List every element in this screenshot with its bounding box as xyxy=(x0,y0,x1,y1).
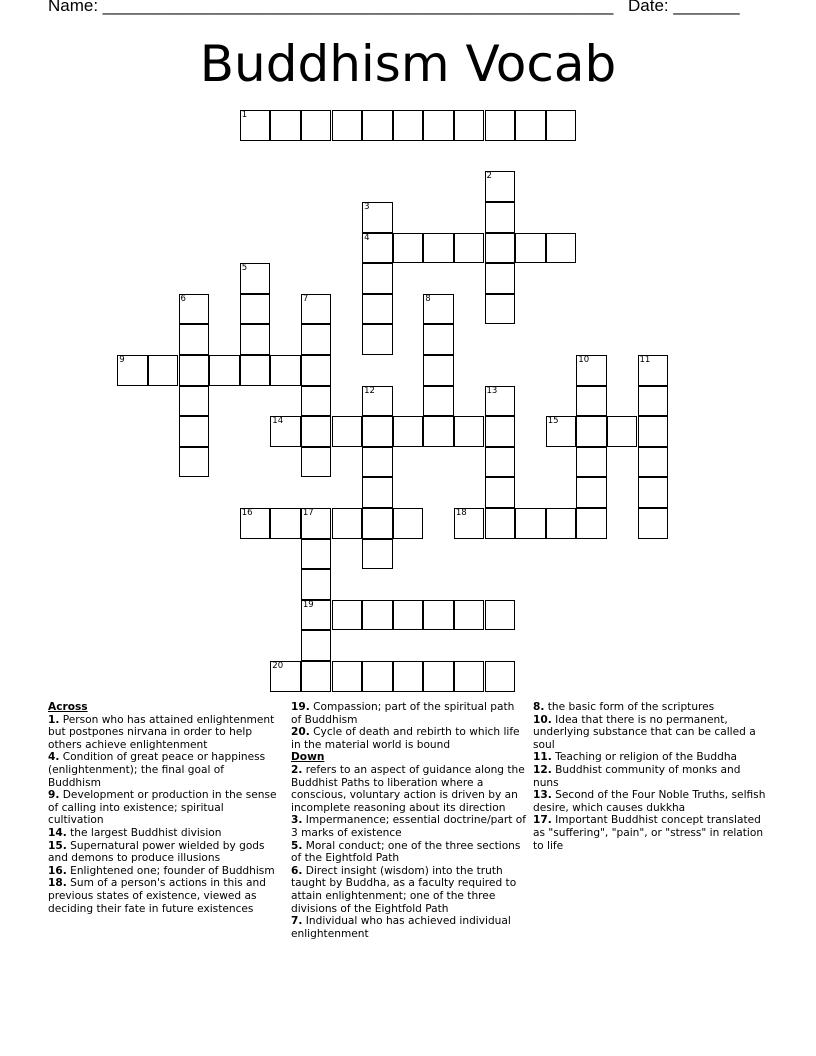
grid-cell[interactable] xyxy=(485,447,516,478)
grid-cell[interactable] xyxy=(301,661,332,692)
grid-cell[interactable] xyxy=(576,355,607,386)
clue-number: 16 xyxy=(241,508,253,518)
grid-cell[interactable] xyxy=(270,661,301,692)
clue-item xyxy=(291,701,526,726)
grid-cell[interactable] xyxy=(423,416,454,447)
clue-item xyxy=(48,751,280,789)
grid-cell[interactable] xyxy=(332,600,363,631)
grid-cell[interactable] xyxy=(362,416,393,447)
clue-number: 14 xyxy=(272,416,284,427)
clue-number: 17 xyxy=(302,508,314,518)
grid-cell[interactable] xyxy=(117,355,148,386)
grid-cell[interactable] xyxy=(485,294,516,325)
clue-number: 11 xyxy=(639,355,651,365)
grid-cell[interactable] xyxy=(240,508,271,539)
clue-item-text: Person who has attained enlightenment but postpones nirvana in order to help others achieve enlightenment xyxy=(48,713,275,751)
grid-cell[interactable] xyxy=(301,294,332,325)
clue-item-number: 19. xyxy=(291,701,310,713)
grid-cell[interactable] xyxy=(179,416,210,447)
grid-cell[interactable] xyxy=(485,477,516,508)
grid-cell[interactable] xyxy=(423,110,454,141)
clue-number: 20 xyxy=(272,661,284,671)
grid-cell[interactable] xyxy=(240,263,271,294)
grid-cell[interactable] xyxy=(546,416,577,447)
grid-cell[interactable] xyxy=(362,263,393,294)
grid-cell[interactable] xyxy=(362,477,393,508)
grid-cell[interactable] xyxy=(301,630,332,661)
name-field[interactable]: Name: ______________________________________________________ xyxy=(48,0,614,15)
grid-cell[interactable] xyxy=(332,661,363,692)
grid-cell[interactable] xyxy=(362,324,393,355)
grid-cell[interactable] xyxy=(393,416,424,447)
clue-item xyxy=(48,877,280,915)
grid-cell[interactable] xyxy=(301,508,332,539)
grid-cell[interactable] xyxy=(638,386,669,417)
grid-cell[interactable] xyxy=(362,110,393,141)
clue-number: 7 xyxy=(302,293,309,304)
clue-item-number: 16. xyxy=(48,864,67,877)
grid-cell[interactable] xyxy=(270,508,301,539)
clue-item-text: Impermanence; essential doctrine/part of 3 marks of existence xyxy=(291,814,526,839)
grid-cell[interactable] xyxy=(485,600,516,631)
clue-item-text: Cycle of death and rebirth to which life in the material world is bound xyxy=(291,726,520,751)
date-field[interactable]: Date: _______ xyxy=(628,0,740,15)
clue-item xyxy=(291,915,526,940)
clue-item-text: Important Buddhist concept translated as "suffering", "pain", or "stress" in relation to life xyxy=(533,814,764,852)
clue-item xyxy=(48,827,280,840)
clue-number: 9 xyxy=(119,355,125,365)
grid-cell[interactable] xyxy=(515,233,546,264)
grid-cell[interactable] xyxy=(332,508,363,539)
grid-cell[interactable] xyxy=(485,508,516,539)
grid-cell[interactable] xyxy=(179,294,210,325)
clue-section-heading: Down xyxy=(291,751,325,764)
grid-cell[interactable] xyxy=(485,416,516,447)
grid-cell[interactable] xyxy=(209,355,240,386)
clue-item-number: 20. xyxy=(291,726,310,739)
grid-cell[interactable] xyxy=(423,294,454,325)
clue-item-text: Development or production in the sense of calling into existence; spiritual cultivation xyxy=(48,789,277,827)
grid-cell[interactable] xyxy=(638,447,669,478)
grid-cell[interactable] xyxy=(362,661,393,692)
clue-item-text: Moral conduct; one of the three sections of the Eightfold Path xyxy=(291,839,521,865)
grid-cell[interactable] xyxy=(301,110,332,141)
page-title: Buddhism Vocab xyxy=(199,35,617,93)
clue-item xyxy=(533,764,768,789)
grid-cell[interactable] xyxy=(393,508,424,539)
clue-section-heading: Across xyxy=(48,701,88,713)
clues-column-1 xyxy=(48,701,280,915)
grid-cell[interactable] xyxy=(423,324,454,355)
clue-number: 19 xyxy=(302,599,314,610)
grid-cell[interactable] xyxy=(240,324,271,355)
clue-item xyxy=(291,865,526,915)
grid-cell[interactable] xyxy=(362,294,393,325)
clue-item xyxy=(291,814,526,839)
clue-item-text: Compassion; part of the spiritual path of Buddhism xyxy=(291,701,515,726)
clue-item-number: 1. xyxy=(48,713,60,726)
clue-item-text: the basic form of the scriptures xyxy=(544,701,715,713)
grid-cell[interactable] xyxy=(515,508,546,539)
grid-cell[interactable] xyxy=(454,661,485,692)
grid-cell[interactable] xyxy=(179,386,210,417)
clue-item-number: 8. xyxy=(533,701,545,713)
clue-number: 8 xyxy=(425,293,431,304)
grid-cell[interactable] xyxy=(301,447,332,478)
clue-item-text: Supernatural power wielded by gods and demons to produce illusions xyxy=(48,839,265,865)
clue-item-text: Condition of great peace or happiness (enlightenment); the final goal of Buddhism xyxy=(48,751,266,789)
grid-cell[interactable] xyxy=(423,386,454,417)
grid-cell[interactable] xyxy=(332,416,363,447)
grid-cell[interactable] xyxy=(485,386,516,417)
clue-item-number: 11. xyxy=(533,751,552,764)
grid-cell[interactable] xyxy=(485,171,516,202)
grid-cell[interactable] xyxy=(362,539,393,570)
grid-cell[interactable] xyxy=(362,508,393,539)
grid-cell[interactable] xyxy=(270,110,301,141)
grid-cell[interactable] xyxy=(576,416,607,447)
clue-item xyxy=(48,714,280,752)
clue-item-number: 5. xyxy=(291,839,303,852)
grid-cell[interactable] xyxy=(362,600,393,631)
grid-cell[interactable] xyxy=(393,661,424,692)
clue-item-number: 18. xyxy=(48,877,67,890)
clue-item-number: 12. xyxy=(533,763,552,776)
clue-item-number: 9. xyxy=(48,789,60,802)
grid-cell[interactable] xyxy=(301,569,332,600)
clue-number: 3 xyxy=(364,202,370,212)
clue-number: 13 xyxy=(486,385,498,396)
grid-cell[interactable] xyxy=(607,416,638,447)
clue-item-text: the largest Buddhist division xyxy=(66,826,222,839)
grid-cell[interactable] xyxy=(301,355,332,386)
grid-cell[interactable] xyxy=(454,233,485,264)
clue-item xyxy=(291,840,526,865)
grid-cell[interactable] xyxy=(485,263,516,294)
grid-cell[interactable] xyxy=(301,324,332,355)
clue-item-number: 2. xyxy=(291,763,303,776)
grid-cell[interactable] xyxy=(638,477,669,508)
grid-cell[interactable] xyxy=(393,110,424,141)
clues-column-3 xyxy=(533,701,768,852)
grid-cell[interactable] xyxy=(546,110,577,141)
clue-item-number: 3. xyxy=(291,814,303,827)
grid-cell[interactable] xyxy=(485,202,516,233)
clue-number: 4 xyxy=(364,232,370,243)
clue-number: 12 xyxy=(364,385,375,396)
grid-cell[interactable] xyxy=(362,233,393,264)
grid-cell[interactable] xyxy=(179,447,210,478)
clue-item xyxy=(533,701,768,714)
grid-cell[interactable] xyxy=(148,355,179,386)
clue-item xyxy=(48,789,280,827)
grid-cell[interactable] xyxy=(638,508,669,539)
clue-number: 10 xyxy=(578,355,590,365)
grid-cell[interactable] xyxy=(332,110,363,141)
clue-item xyxy=(48,865,280,878)
clue-item xyxy=(291,726,526,751)
clue-item xyxy=(533,751,768,764)
clue-item xyxy=(533,814,768,852)
clue-item-number: 6. xyxy=(291,864,303,877)
grid-cell[interactable] xyxy=(546,508,577,539)
grid-cell[interactable] xyxy=(576,447,607,478)
grid-cell[interactable] xyxy=(240,355,271,386)
clue-item xyxy=(291,764,526,814)
grid-cell[interactable] xyxy=(362,386,393,417)
clues-column-2 xyxy=(291,701,526,940)
grid-cell[interactable] xyxy=(454,416,485,447)
grid-cell[interactable] xyxy=(546,233,577,264)
grid-cell[interactable] xyxy=(240,294,271,325)
grid-cell[interactable] xyxy=(485,110,516,141)
grid-cell[interactable] xyxy=(301,600,332,631)
clue-number: 2 xyxy=(486,171,492,182)
grid-cell[interactable] xyxy=(576,477,607,508)
grid-cell[interactable] xyxy=(485,233,516,264)
grid-cell[interactable] xyxy=(240,110,271,141)
grid-cell[interactable] xyxy=(270,416,301,447)
grid-cell[interactable] xyxy=(515,110,546,141)
clue-item-text: Buddhist community of monks and nuns xyxy=(533,763,741,789)
grid-cell[interactable] xyxy=(454,110,485,141)
grid-cell[interactable] xyxy=(485,661,516,692)
grid-cell[interactable] xyxy=(423,600,454,631)
clue-number: 6 xyxy=(180,293,186,304)
clue-item-text: Teaching or religion of the Buddha xyxy=(551,751,738,764)
grid-cell[interactable] xyxy=(576,508,607,539)
grid-cell[interactable] xyxy=(362,447,393,478)
grid-cell[interactable] xyxy=(423,233,454,264)
clue-item-number: 7. xyxy=(291,915,303,928)
clue-item-number: 17. xyxy=(533,814,552,827)
grid-cell[interactable] xyxy=(638,355,669,386)
grid-cell[interactable] xyxy=(454,600,485,631)
clue-item-text: Second of the Four Noble Truths, selfish desire, which causes dukkha xyxy=(533,789,766,814)
clue-number: 1 xyxy=(241,110,248,121)
grid-cell[interactable] xyxy=(393,233,424,264)
grid-cell[interactable] xyxy=(301,386,332,417)
clue-item-number: 10. xyxy=(533,713,552,726)
clue-number: 18 xyxy=(455,508,467,518)
clue-item-number: 15. xyxy=(48,839,67,852)
grid-cell[interactable] xyxy=(638,416,669,447)
clue-number: 5 xyxy=(241,263,248,274)
clue-item-text: Idea that there is no permanent, underlying substance that can be called a soul xyxy=(533,713,756,751)
clue-item-text: refers to an aspect of guidance along the Buddhist Paths to liberation where a conscious, voluntary action is driven by an incomplete reasoning about its direction xyxy=(291,763,525,814)
clue-number: 15 xyxy=(547,416,559,427)
grid-cell[interactable] xyxy=(423,355,454,386)
clue-item-number: 13. xyxy=(533,789,552,802)
clue-item xyxy=(533,789,768,814)
clue-item-number: 4. xyxy=(48,751,60,764)
clue-item xyxy=(48,840,280,865)
grid-cell[interactable] xyxy=(423,661,454,692)
clue-item-text: Sum of a person's actions in this and previous states of existence, viewed as deciding their fate in future existences xyxy=(48,877,266,915)
grid-cell[interactable] xyxy=(576,386,607,417)
grid-cell[interactable] xyxy=(270,355,301,386)
grid-cell[interactable] xyxy=(301,539,332,570)
clue-item-text: Enlightened one; founder of Buddhism xyxy=(66,864,275,877)
grid-cell[interactable] xyxy=(301,416,332,447)
clue-item-text: Direct insight (wisdom) into the truth taught by Buddha, as a faculty required to attain enlightenment; one of the three divisions of the Eightfold Path xyxy=(291,864,517,915)
grid-cell[interactable] xyxy=(454,508,485,539)
grid-cell[interactable] xyxy=(179,324,210,355)
clue-item-text: Individual who has achieved individual enlightenment xyxy=(291,915,511,940)
clue-item-number: 14. xyxy=(48,826,67,839)
grid-cell[interactable] xyxy=(362,202,393,233)
grid-cell[interactable] xyxy=(393,600,424,631)
grid-cell[interactable] xyxy=(179,355,210,386)
clue-item xyxy=(533,714,768,752)
